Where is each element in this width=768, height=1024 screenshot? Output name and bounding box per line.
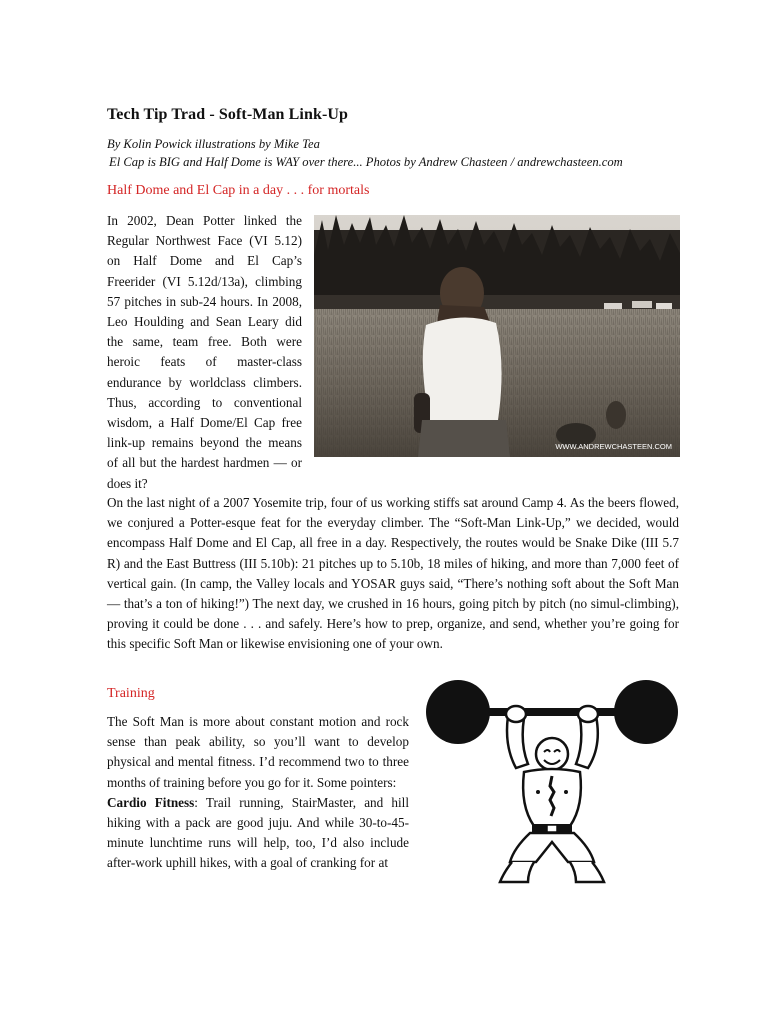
intro-paragraph: In 2002, Dean Potter linked the Regular Northwest Face (VI 5.12) on Half Dome and El Cap’s Freerider (VI 5.12d/13a), climbing 57 pitches in sub-24 hours. In 2008, Leo Houlding and Sean Leary did the same, team free. Both were heroic feats of master-class endurance by worldclass climbers. Thus, according to conventional wisdom, a Half Dome/El Cap free link-up remains beyond the means of all but the hardest hardmen — or does it?: [107, 213, 302, 491]
article-title: Tech Tip Trad - Soft-Man Link-Up: [107, 106, 349, 123]
byline: [107, 135, 707, 171]
training-paragraph: The Soft Man is more about constant motion and rock sense than peak ability, so you’ll want to develop physical and mental fitness. I’d recommend two to three months of training before you go for it. Some pointers:: [107, 714, 409, 790]
cardio-text: : Trail running, StairMaster, and hill hiking with a pack are good juju. And while 30-to-45-minute lunchtime runs will help, too, I’d also include after-work uphill hikes, with a goal of cranking for at: [107, 794, 409, 871]
meadow-photo-image: [314, 215, 680, 457]
meadow-photo: [314, 215, 680, 457]
strongman-illustration: [424, 676, 681, 886]
main-paragraph: On the last night of a 2007 Yosemite trip, four of us working stiffs sat around Camp 4. As the beers flowed, we conjured a Potter-esque feat for the everyday climber. The “Soft-Man Link-Up,” we decided, would encompass Half Dome and El Cap, all free in a day. Respectively, the routes would be Snake Dike (III 5.7 R) and the East Buttress (III 5.10b): 21 pitches up to 5.10b, 18 miles of hiking, and more than 7,000 feet of vertical gain. (In camp, the Valley locals and YOSAR guys said, “There’s nothing soft about the Soft Man — that’s a ton of hiking!”) The next day, we crushed in 16 hours, going pitch by pitch (no simul-climbing), proving it could be done . . . and safely. Here’s how to prep, organize, and send, whether you’re going for this specific Soft Man or likewise envisioning one of your own.: [107, 495, 679, 652]
cardio-paragraph: [107, 793, 409, 874]
byline-photo-credit: El Cap is BIG and Half Dome is WAY over there... Photos by Andrew Chasteen / andrewchasteen.com: [109, 155, 623, 169]
training-column: [107, 712, 409, 874]
section-heading-training: Training: [107, 686, 155, 701]
strongman-drawing: [424, 676, 681, 886]
section-heading-half-dome: Half Dome and El Cap in a day . . . for mortals: [107, 183, 370, 198]
byline-author: By Kolin Powick illustrations by Mike Tea: [107, 137, 320, 151]
cardio-label: Cardio Fitness: [107, 794, 195, 810]
photo-watermark: WWW.ANDREWCHASTEEN.COM: [555, 442, 672, 451]
